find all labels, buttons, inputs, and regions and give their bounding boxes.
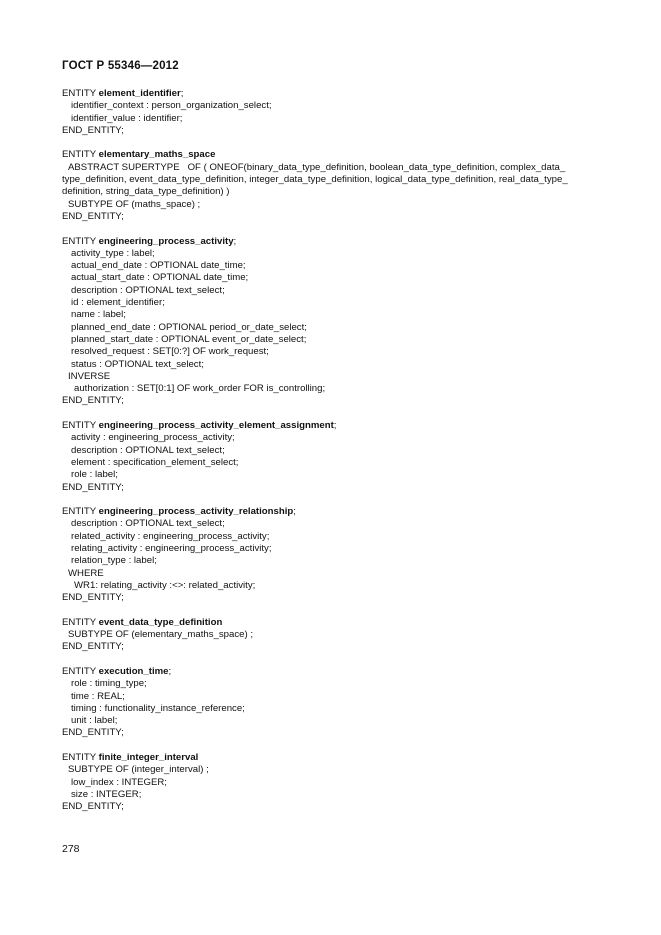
entity-keyword: ENTITY — [62, 149, 96, 161]
entity-declaration — [62, 617, 622, 629]
entity-name: finite_integer_interval — [98, 752, 199, 764]
entity-declaration — [62, 666, 622, 678]
entity-keyword: ENTITY — [62, 665, 96, 677]
entity-attribute-line: identifier_value : identifier; — [71, 112, 183, 124]
entity-keyword: ENTITY — [62, 752, 96, 764]
entity-declaration — [62, 752, 622, 764]
page-number: 278 — [62, 843, 80, 855]
entity-attribute-line: name : label; — [71, 309, 126, 321]
entity-keyword: ENTITY — [62, 506, 96, 518]
document-header: ГОСТ Р 55346—2012 — [62, 60, 179, 72]
end-entity: END_ENTITY; — [62, 801, 124, 813]
entity-keyword: ENTITY — [62, 420, 96, 432]
entity-name: elementary_maths_space — [98, 149, 216, 161]
entity-name-terminator: ; — [333, 420, 337, 432]
entity-block — [62, 506, 622, 604]
entity-block — [62, 666, 622, 740]
entity-attribute-line: description : OPTIONAL text_select; — [71, 518, 225, 530]
entity-listing — [62, 88, 622, 826]
entity-attribute-line: actual_start_date : OPTIONAL date_time; — [71, 272, 249, 284]
entity-block — [62, 236, 622, 408]
entity-name-terminator: ; — [168, 665, 172, 677]
entity-block — [62, 149, 622, 223]
end-entity: END_ENTITY; — [62, 641, 124, 653]
entity-name-terminator: ; — [293, 506, 296, 518]
entity-attribute-line: description : OPTIONAL text_select; — [71, 284, 225, 296]
entity-name: engineering_process_activity_element_assignment — [98, 420, 334, 432]
entity-name: execution_time — [98, 665, 169, 677]
entity-attribute-line: SUBTYPE OF (maths_space) ; — [68, 198, 201, 210]
entity-name: event_data_type_definition — [98, 616, 223, 628]
entity-attribute-line: WHERE — [68, 567, 104, 579]
entity-block — [62, 420, 622, 494]
entity-block — [62, 88, 622, 137]
entity-attribute-line: SUBTYPE OF (elementary_maths_space) ; — [68, 629, 254, 641]
entity-attribute-line: element : specification_element_select; — [71, 456, 239, 468]
entity-attribute-line: ABSTRACT SUPERTYPE OF ( ONEOF(binary_data_type_definition, boolean_data_type_definition, complex_data_ — [68, 161, 566, 173]
entity-attribute-line: description : OPTIONAL text_select; — [71, 444, 225, 456]
entity-block — [62, 617, 622, 654]
entity-attribute-line: authorization : SET[0:1] OF work_order FOR is_controlling; — [74, 383, 326, 395]
entity-keyword: ENTITY — [62, 235, 96, 247]
entity-keyword: ENTITY — [62, 88, 96, 99]
entity-attribute-line: role : label; — [71, 469, 118, 481]
entity-attribute-line: identifier_context : person_organization_select; — [71, 100, 272, 112]
entity-attribute-line: actual_end_date : OPTIONAL date_time; — [71, 260, 246, 272]
entity-attribute-line: size : INTEGER; — [71, 788, 142, 800]
end-entity: END_ENTITY; — [62, 395, 124, 407]
end-entity: END_ENTITY; — [62, 727, 124, 739]
entity-attribute-line: SUBTYPE OF (integer_interval) ; — [68, 764, 209, 776]
entity-attribute-line: low_index : INTEGER; — [71, 776, 167, 788]
entity-name: engineering_process_activity_relationship — [98, 506, 294, 518]
entity-attribute-line: planned_start_date : OPTIONAL event_or_date_select; — [71, 333, 307, 345]
entity-keyword: ENTITY — [62, 616, 96, 628]
entity-attribute-line: relating_activity : engineering_process_activity; — [71, 542, 272, 554]
entity-attribute-line: definition, string_data_type_definition) ) — [62, 186, 230, 198]
end-entity: END_ENTITY; — [62, 592, 124, 604]
entity-attribute-line: id : element_identifier; — [71, 297, 165, 309]
end-entity: END_ENTITY; — [62, 481, 124, 493]
entity-attribute-line: time : REAL; — [71, 690, 125, 702]
entity-declaration — [62, 149, 622, 161]
entity-declaration — [62, 236, 622, 248]
entity-attribute-line: related_activity : engineering_process_activity; — [71, 530, 270, 542]
entity-attribute-line: relation_type : label; — [71, 555, 157, 567]
entity-name: engineering_process_activity — [98, 235, 234, 247]
entity-name-terminator: ; — [233, 235, 237, 247]
entity-attribute-line: activity_type : label; — [71, 247, 155, 259]
end-entity: END_ENTITY; — [62, 124, 124, 136]
entity-declaration — [62, 88, 622, 100]
entity-attribute-line: activity : engineering_process_activity; — [71, 432, 235, 444]
entity-attribute-line: resolved_request : SET[0:?] OF work_request; — [71, 346, 269, 358]
entity-declaration — [62, 420, 622, 432]
entity-attribute-line: status : OPTIONAL text_select; — [71, 358, 204, 370]
entity-attribute-line: INVERSE — [68, 370, 111, 382]
entity-block — [62, 752, 622, 813]
entity-name-terminator: ; — [180, 88, 184, 99]
entity-attribute-line: WR1: relating_activity :<>: related_activity; — [74, 579, 256, 591]
entity-attribute-line: role : timing_type; — [71, 678, 147, 690]
entity-attribute-line: type_definition, event_data_type_definition, integer_data_type_definition, logical_data_type_definition, real_data_type_ — [62, 174, 568, 186]
entity-name: element_identifier — [98, 88, 181, 99]
entity-attribute-line: unit : label; — [71, 715, 118, 727]
end-entity: END_ENTITY; — [62, 210, 124, 222]
entity-attribute-line: planned_end_date : OPTIONAL period_or_date_select; — [71, 321, 307, 333]
entity-attribute-line: timing : functionality_instance_reference; — [71, 702, 245, 714]
entity-declaration — [62, 506, 622, 518]
